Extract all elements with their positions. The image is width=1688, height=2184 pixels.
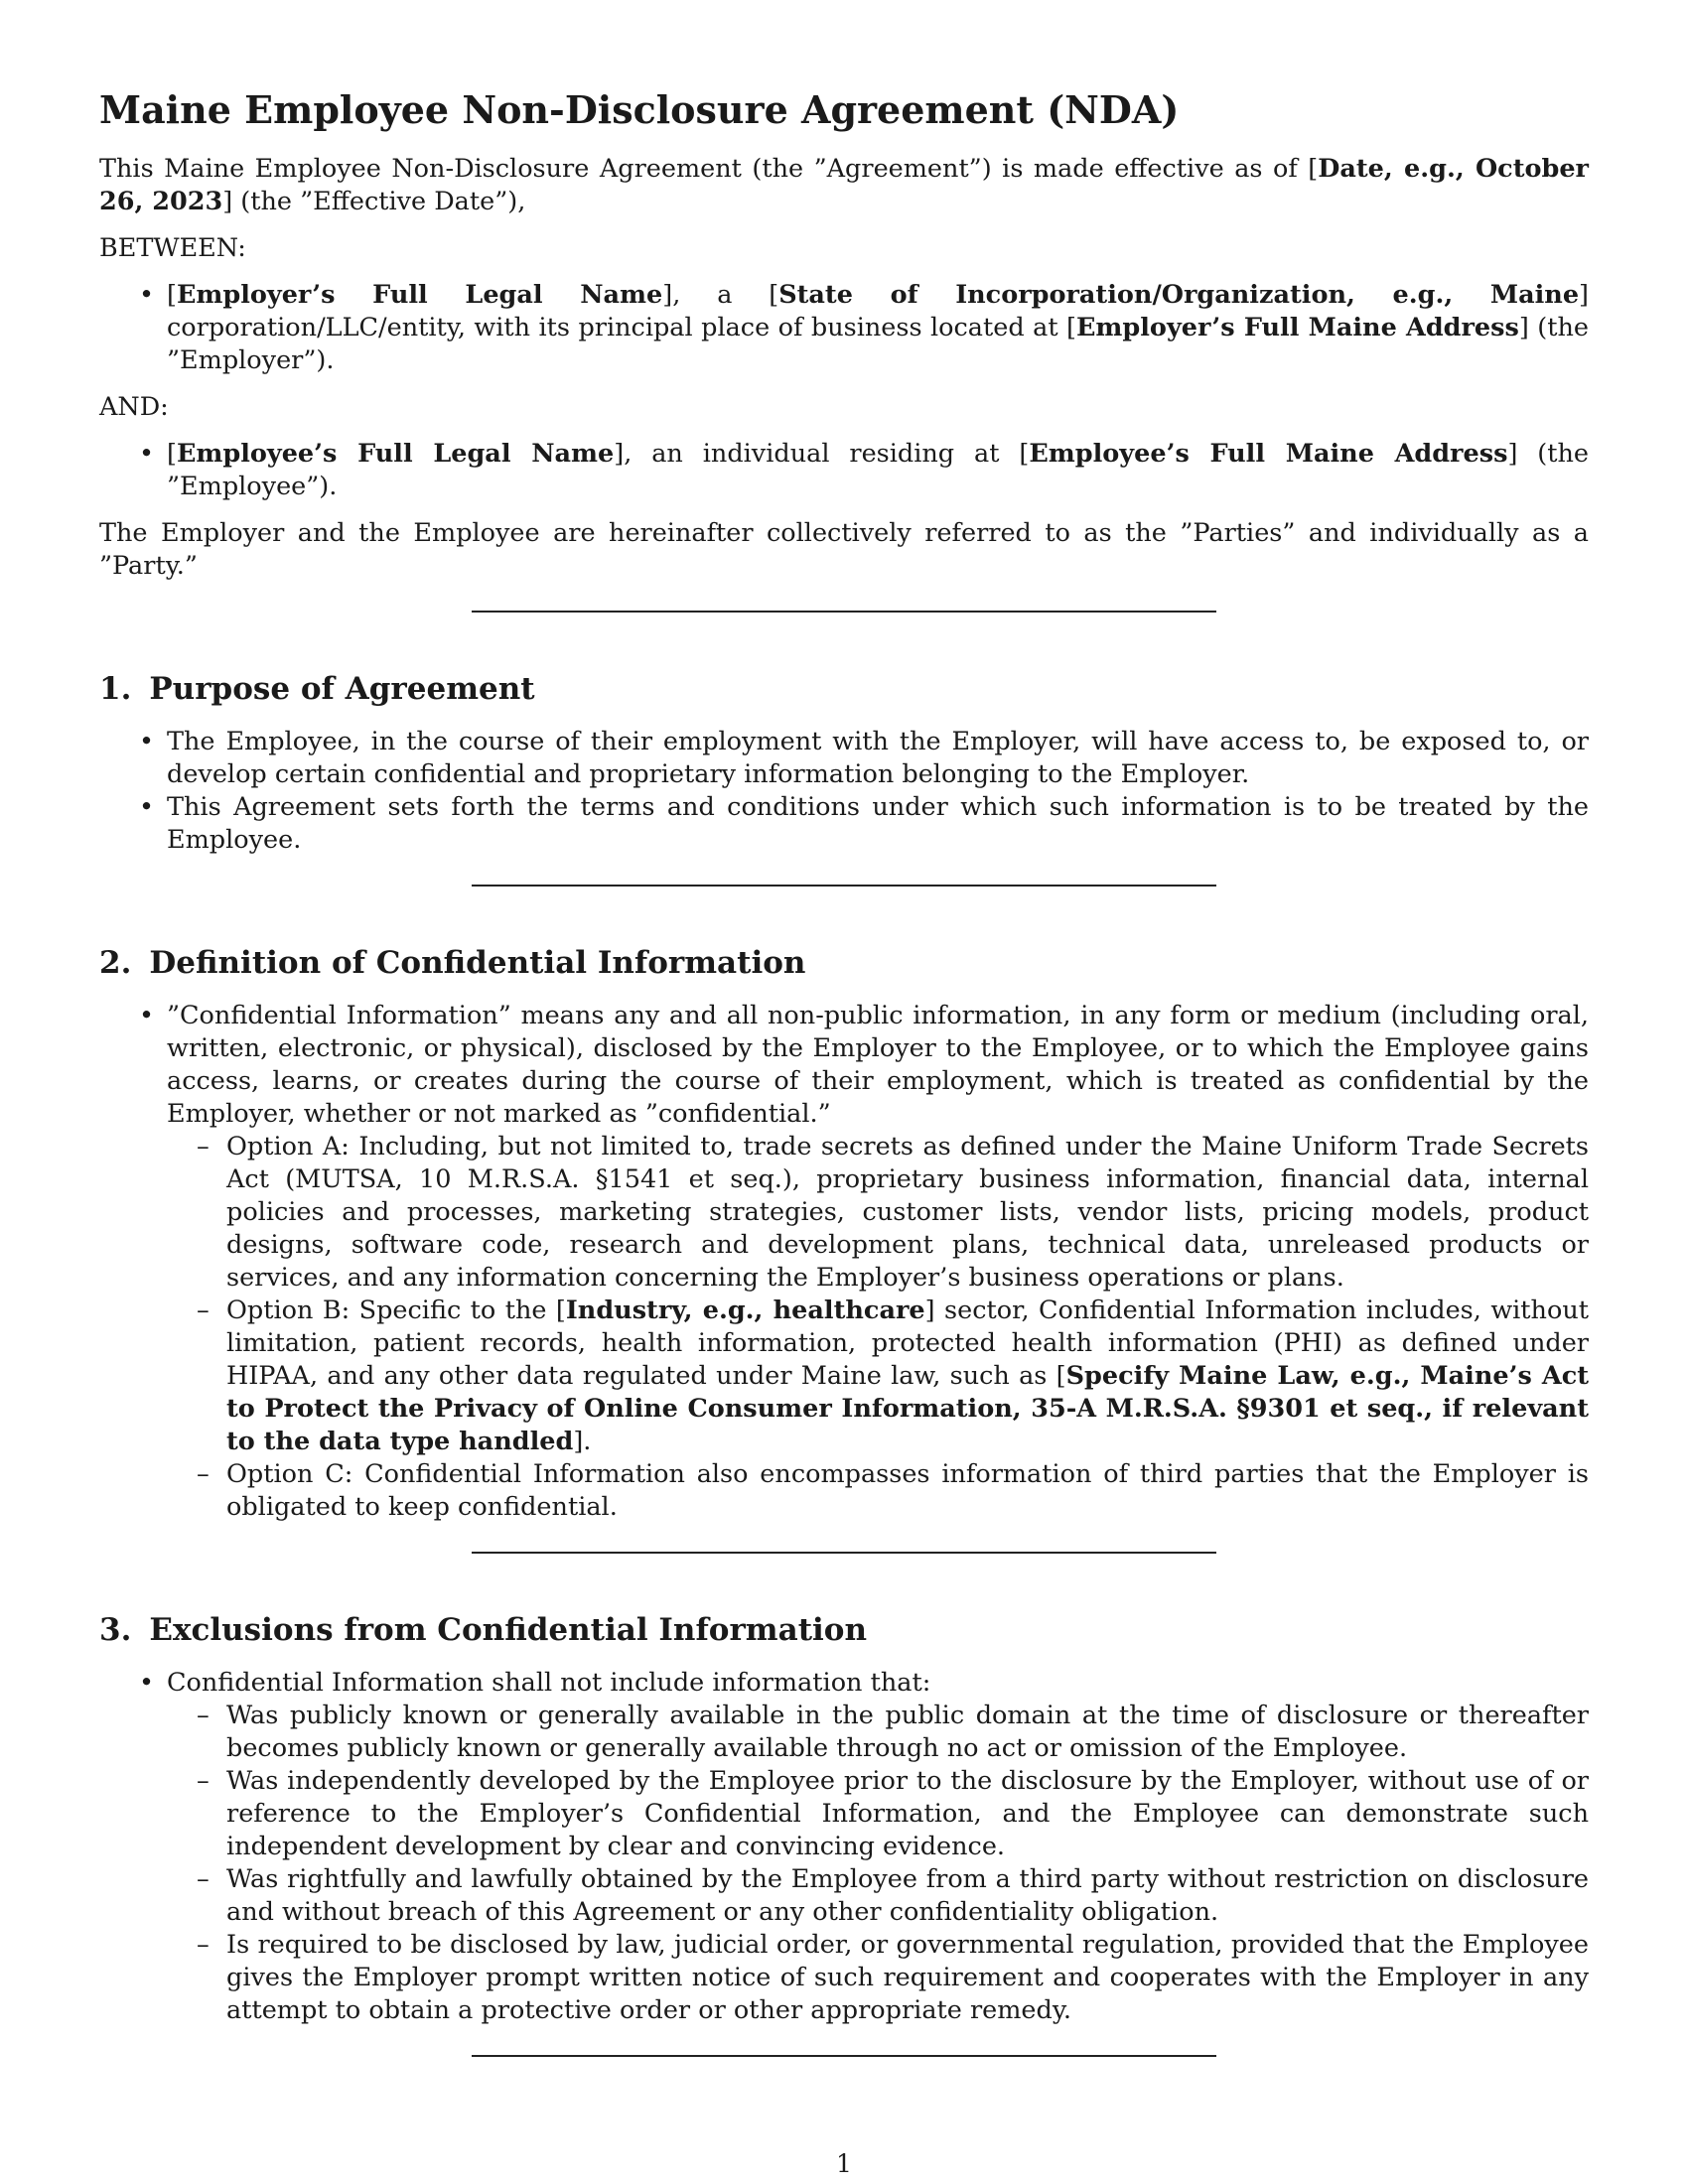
option-b-text-mid: ] sector, Confidential Information includes, without limitation, patient records, health information, protected health information (PHI) as defined under HIPAA, and any other data regulated under Maine law, such as [: [226, 1296, 1589, 1391]
exclusion-item: – Was rightfully and lawfully obtained by the Employee from a third party without restriction on disclosure and without breach of this Agreement or any other confidentiality obligation.: [167, 1863, 1589, 1929]
exclusions-lead: Confidential Information shall not include information that:: [167, 1668, 931, 1698]
list-item: • This Agreement sets forth the terms and conditions under which such information is to be treated by the Employee.: [99, 791, 1589, 857]
option-b-text-pre: Option B: Specific to the [: [226, 1296, 566, 1325]
industry-placeholder: Industry, e.g., healthcare: [565, 1296, 925, 1325]
confidential-info-definition: ”Confidential Information” means any and all non-public information, in any form or medium (including oral, written, electronic, or physical), disclosed by the Employer to the Employee, or to which the Employee gains access, learns, or creates during the course of their employment, which is treated as confidential by the Employer, whether or not marked as ”confidential.”: [167, 1001, 1589, 1129]
list-item: [99, 1000, 1589, 1524]
section-1-title: Purpose of Agreement: [149, 671, 535, 707]
section-3-heading: [99, 1611, 1589, 1649]
section-3-list: [99, 1667, 1589, 2027]
section-2-options: [167, 1131, 1589, 1524]
section-1-number: 1.: [99, 671, 132, 707]
exclusions-list: [167, 1700, 1589, 2027]
effective-date-placeholder: Date, e.g., October 26, 2023: [99, 154, 1589, 216]
employer-state-placeholder: State of Incorporation/Organization, e.g., Maine: [778, 280, 1580, 310]
employer-name-placeholder: Employer’s Full Legal Name: [176, 280, 663, 310]
employer-text-2: ] corporation/LLC/entity, with its principal place of business located at [: [167, 280, 1589, 342]
section-divider: [472, 885, 1216, 887]
section-1-heading: [99, 670, 1589, 708]
employee-text-2: ] (the ”Employee”).: [167, 439, 1590, 501]
employee-address-placeholder: Employee’s Full Maine Address: [1029, 439, 1508, 469]
section-divider: [472, 1552, 1216, 1554]
between-label: BETWEEN:: [99, 233, 246, 263]
section-divider: [472, 611, 1216, 613]
intro-text-post: ] (the ”Effective Date”),: [222, 187, 526, 216]
employer-party-item: • [Employer’s Full Legal Name], a [State of Incorporation/Organization, e.g., Maine] corporation/LLC/entity, with its principal place of business located at [Employer’s Full Maine Address] (the ”Employer”).: [99, 279, 1589, 377]
list-item: • The Employee, in the course of their employment with the Employer, will have access to, be exposed to, or develop certain confidential and proprietary information belonging to the Employer.: [99, 726, 1589, 791]
exclusion-item: – Is required to be disclosed by law, judicial order, or governmental regulation, provided that the Employee gives the Employer prompt written notice of such requirement and cooperates with the Employer in any attempt to obtain a protective order or other appropriate remedy.: [167, 1929, 1589, 2027]
exclusion-item: – Was independently developed by the Employee prior to the disclosure by the Employer, without use of or reference to the Employer’s Confidential Information, and the Employee can demonstrate such independent development by clear and convincing evidence.: [167, 1765, 1589, 1863]
intro-paragraph: [99, 153, 1589, 218]
employee-name-placeholder: Employee’s Full Legal Name: [176, 439, 615, 469]
employer-text-1: ], a [: [662, 280, 779, 310]
parties-paragraph: The Employer and the Employee are hereinafter collectively referred to as the ”Parties” and individually as a ”Party.”: [99, 518, 1589, 581]
employee-party-item: • [Employee’s Full Legal Name], an individual residing at [Employee’s Full Maine Address] (the ”Employee”).: [99, 438, 1589, 503]
exclusion-item: – Was publicly known or generally available in the public domain at the time of disclosure or thereafter becomes publicly known or generally available through no act or omission of the Employee.: [167, 1700, 1589, 1765]
list-item: [99, 1667, 1589, 2027]
document-title: Maine Employee Non-Disclosure Agreement (NDA): [99, 87, 1180, 132]
option-b-item: [167, 1295, 1589, 1458]
option-b-text-post: ].: [573, 1427, 592, 1456]
employer-list: [99, 279, 1589, 377]
section-3-title: Exclusions from Confidential Information: [149, 1612, 868, 1648]
employer-text-3: ] (the ”Employer”).: [167, 313, 1589, 375]
page-number: 1: [836, 2149, 852, 2178]
option-c-item: – Option C: Confidential Information also encompasses information of third parties that the Employer is obligated to keep confidential.: [167, 1458, 1589, 1524]
section-2-title: Definition of Confidential Information: [149, 945, 806, 981]
section-2-heading: [99, 944, 1589, 982]
maine-law-placeholder: Specify Maine Law, e.g., Maine’s Act to Protect the Privacy of Online Consumer Information, 35-A M.R.S.A. §9301 et seq., if relevant to the data type handled: [226, 1361, 1589, 1456]
document-page: [99, 87, 1589, 2115]
section-1-list: [99, 726, 1589, 857]
employee-list: [99, 438, 1589, 503]
section-3-number: 3.: [99, 1612, 132, 1648]
section-divider: [472, 2055, 1216, 2057]
option-a-item: – Option A: Including, but not limited to, trade secrets as defined under the Maine Uniform Trade Secrets Act (MUTSA, 10 M.R.S.A. §1541 et seq.), proprietary business information, financial data, internal policies and processes, marketing strategies, customer lists, vendor lists, pricing models, product designs, software code, research and development plans, technical data, unreleased products or services, and any information concerning the Employer’s business operations or plans.: [167, 1131, 1589, 1295]
and-label: AND:: [99, 392, 169, 422]
intro-text-pre: This Maine Employee Non-Disclosure Agreement (the ”Agreement”) is made effective as of [: [99, 154, 1319, 184]
employer-address-placeholder: Employer’s Full Maine Address: [1076, 313, 1519, 342]
employee-text-1: ], an individual residing at [: [614, 439, 1030, 469]
section-2-list: [99, 1000, 1589, 1524]
section-2-number: 2.: [99, 945, 132, 981]
